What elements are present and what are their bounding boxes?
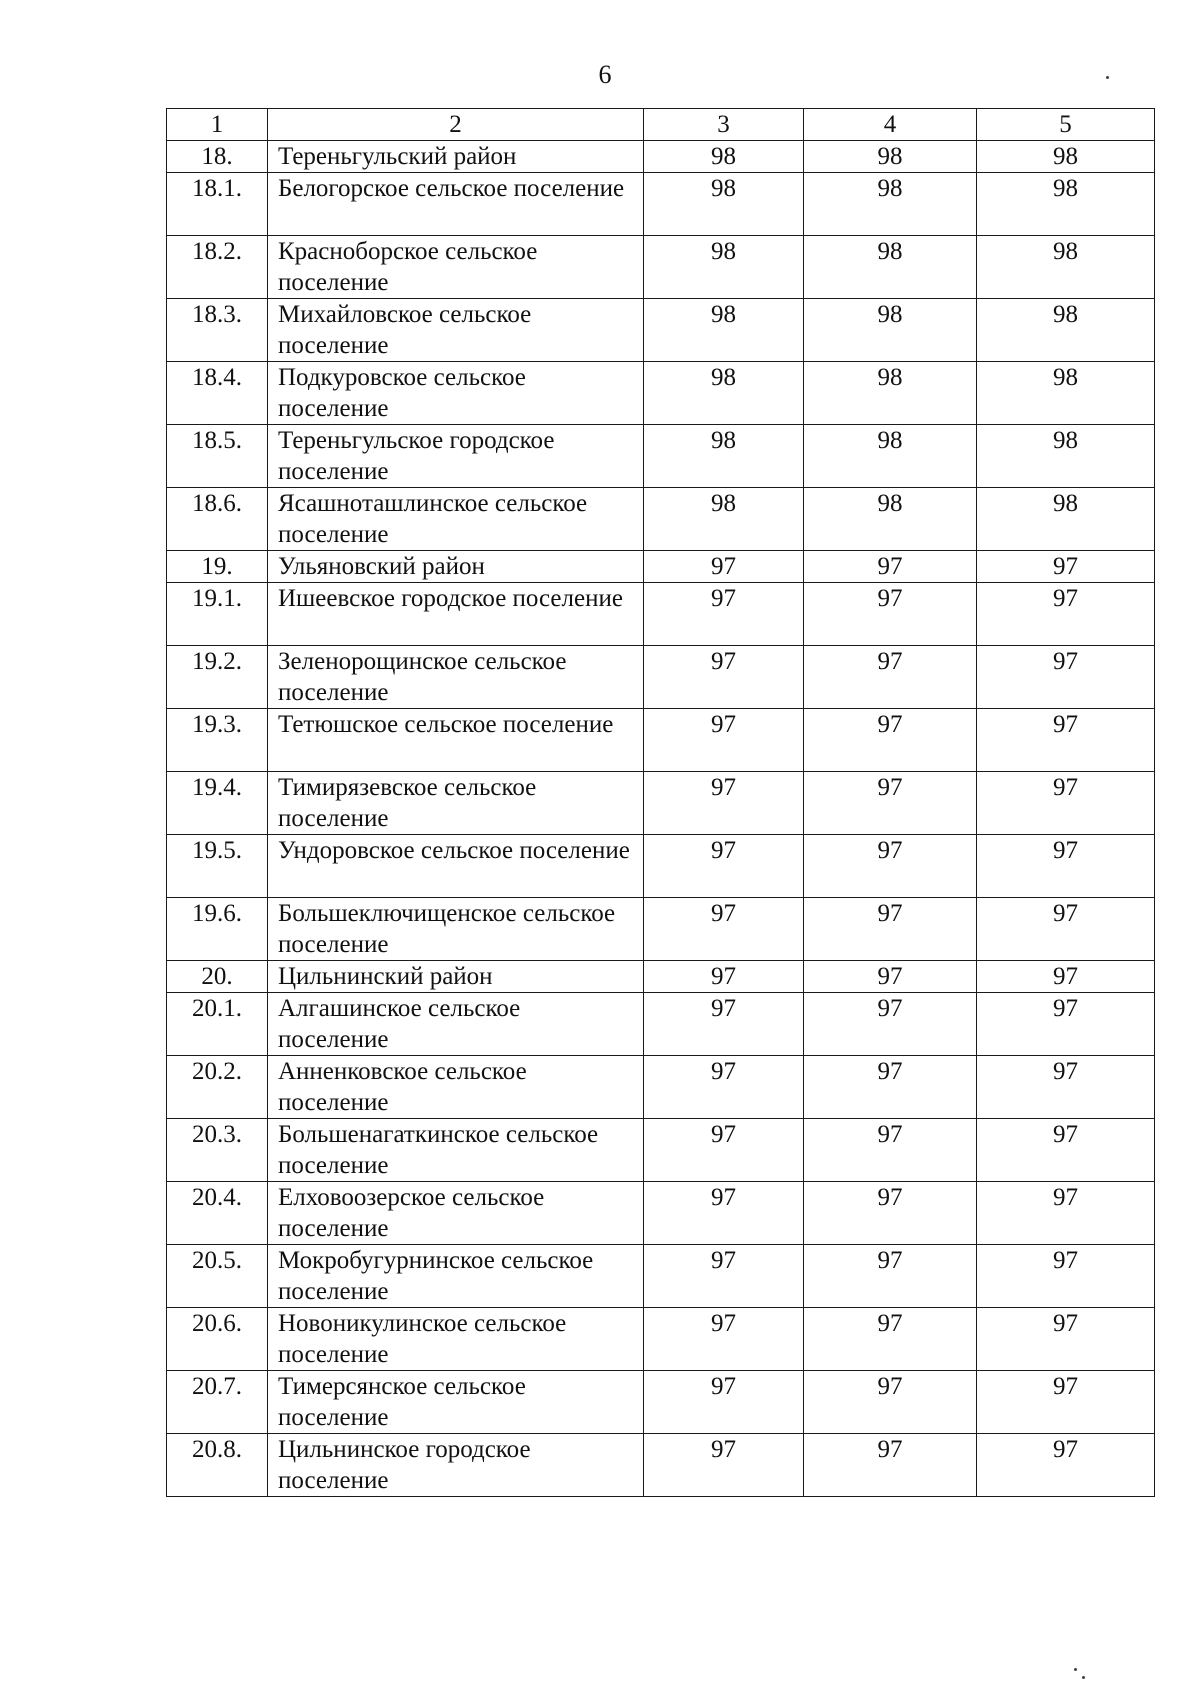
column-4-value-cell: 97 [804,1371,977,1434]
table-row [167,1245,1155,1308]
column-3-value-cell: 97 [644,583,804,646]
column-header: 2 [268,109,644,141]
column-5-value-cell: 98 [977,488,1155,551]
column-4-value-cell: 98 [804,362,977,425]
row-number-cell: 18. [167,141,268,173]
column-5-value-cell: 98 [977,236,1155,299]
row-number-cell: 20.3. [167,1119,268,1182]
settlement-name-cell: Тимирязевское сельское поселение [268,772,644,835]
column-3-value-cell: 97 [644,1371,804,1434]
column-3-value-cell: 97 [644,835,804,898]
table-row [167,583,1155,646]
table-row [167,1056,1155,1119]
column-4-value-cell: 97 [804,993,977,1056]
column-3-value-cell: 98 [644,173,804,236]
column-4-value-cell: 98 [804,141,977,173]
column-4-value-cell: 97 [804,646,977,709]
column-5-value-cell: 97 [977,1182,1155,1245]
column-4-value-cell: 97 [804,1308,977,1371]
row-number-cell: 18.2. [167,236,268,299]
settlement-name-cell: Цильнинский район [268,961,644,993]
settlement-name-cell: Ясашноташлинское сельское поселение [268,488,644,551]
scan-speck [1106,76,1109,79]
column-5-value-cell: 97 [977,551,1155,583]
table-row [167,1119,1155,1182]
table-row [167,1182,1155,1245]
column-3-value-cell: 97 [644,646,804,709]
settlement-name-cell: Мокробугурнинское сельское поселение [268,1245,644,1308]
settlement-name-cell: Ишеевское городское поселение [268,583,644,646]
column-3-value-cell: 97 [644,551,804,583]
column-4-value-cell: 97 [804,772,977,835]
column-5-value-cell: 98 [977,141,1155,173]
column-4-value-cell: 97 [804,709,977,772]
column-4-value-cell: 97 [804,961,977,993]
settlement-name-cell: Тереньгульское городское поселение [268,425,644,488]
column-5-value-cell: 97 [977,709,1155,772]
column-3-value-cell: 97 [644,961,804,993]
settlement-name-cell: Ульяновский район [268,551,644,583]
column-5-value-cell: 98 [977,299,1155,362]
table-header-row [167,109,1155,141]
table-body [167,141,1155,1497]
column-4-value-cell: 97 [804,551,977,583]
column-4-value-cell: 97 [804,835,977,898]
column-header: 5 [977,109,1155,141]
row-number-cell: 20.8. [167,1434,268,1497]
row-number-cell: 19.4. [167,772,268,835]
settlement-name-cell: Анненковское сельское поселение [268,1056,644,1119]
column-3-value-cell: 97 [644,898,804,961]
row-number-cell: 18.6. [167,488,268,551]
column-3-value-cell: 97 [644,709,804,772]
column-5-value-cell: 97 [977,1119,1155,1182]
column-4-value-cell: 98 [804,299,977,362]
table-row [167,236,1155,299]
column-header: 1 [167,109,268,141]
column-3-value-cell: 98 [644,236,804,299]
settlement-name-cell: Елховоозерское сельское поселение [268,1182,644,1245]
column-5-value-cell: 98 [977,425,1155,488]
row-number-cell: 19.2. [167,646,268,709]
row-number-cell: 19.6. [167,898,268,961]
table-row [167,1308,1155,1371]
column-4-value-cell: 98 [804,236,977,299]
column-3-value-cell: 98 [644,425,804,488]
table-row [167,141,1155,173]
settlement-name-cell: Алгашинское сельское поселение [268,993,644,1056]
scan-speck [1074,1668,1077,1671]
settlement-name-cell: Михайловское сельское поселение [268,299,644,362]
row-number-cell: 20.7. [167,1371,268,1434]
table-row [167,961,1155,993]
row-number-cell: 20.5. [167,1245,268,1308]
column-header: 3 [644,109,804,141]
column-4-value-cell: 98 [804,488,977,551]
column-4-value-cell: 98 [804,425,977,488]
column-5-value-cell: 97 [977,646,1155,709]
column-header: 4 [804,109,977,141]
column-3-value-cell: 97 [644,1056,804,1119]
table-row [167,551,1155,583]
column-5-value-cell: 97 [977,1371,1155,1434]
column-3-value-cell: 97 [644,772,804,835]
column-5-value-cell: 97 [977,1245,1155,1308]
row-number-cell: 20. [167,961,268,993]
column-4-value-cell: 97 [804,1119,977,1182]
table-row [167,772,1155,835]
settlement-name-cell: Тереньгульский район [268,141,644,173]
page-number: 6 [598,60,612,89]
settlement-name-cell: Большенагаткинское сельское поселение [268,1119,644,1182]
row-number-cell: 20.6. [167,1308,268,1371]
table-row [167,646,1155,709]
column-5-value-cell: 97 [977,772,1155,835]
row-number-cell: 19. [167,551,268,583]
column-3-value-cell: 98 [644,362,804,425]
column-4-value-cell: 97 [804,898,977,961]
column-5-value-cell: 97 [977,1056,1155,1119]
table-row [167,299,1155,362]
row-number-cell: 18.4. [167,362,268,425]
settlement-name-cell: Зеленорощинское сельское поселение [268,646,644,709]
table-row [167,488,1155,551]
scan-speck [1082,1676,1085,1679]
column-3-value-cell: 97 [644,1119,804,1182]
settlement-name-cell: Тетюшское сельское поселение [268,709,644,772]
settlement-name-cell: Новоникулинское сельское поселение [268,1308,644,1371]
column-5-value-cell: 97 [977,898,1155,961]
settlement-name-cell: Тимерсянское сельское поселение [268,1371,644,1434]
table-row [167,173,1155,236]
column-3-value-cell: 98 [644,141,804,173]
row-number-cell: 19.1. [167,583,268,646]
settlement-name-cell: Белогорское сельское поселение [268,173,644,236]
table-row [167,835,1155,898]
column-5-value-cell: 97 [977,583,1155,646]
row-number-cell: 20.1. [167,993,268,1056]
settlement-name-cell: Цильнинское городское поселение [268,1434,644,1497]
column-3-value-cell: 98 [644,299,804,362]
settlement-name-cell: Большеключищенское сельское поселение [268,898,644,961]
column-3-value-cell: 97 [644,1308,804,1371]
table-row [167,898,1155,961]
column-3-value-cell: 98 [644,488,804,551]
column-5-value-cell: 98 [977,362,1155,425]
row-number-cell: 20.4. [167,1182,268,1245]
settlement-name-cell: Ундоровское сельское поселение [268,835,644,898]
column-5-value-cell: 97 [977,835,1155,898]
table-row [167,1371,1155,1434]
column-3-value-cell: 97 [644,993,804,1056]
row-number-cell: 18.1. [167,173,268,236]
column-5-value-cell: 97 [977,1434,1155,1497]
column-4-value-cell: 97 [804,583,977,646]
column-5-value-cell: 97 [977,993,1155,1056]
row-number-cell: 20.2. [167,1056,268,1119]
column-4-value-cell: 97 [804,1245,977,1308]
settlement-name-cell: Красноборское сельское поселение [268,236,644,299]
column-5-value-cell: 97 [977,961,1155,993]
table-row [167,425,1155,488]
column-5-value-cell: 97 [977,1308,1155,1371]
table-row [167,362,1155,425]
table-row [167,993,1155,1056]
column-5-value-cell: 98 [977,173,1155,236]
row-number-cell: 18.5. [167,425,268,488]
settlement-name-cell: Подкуровское сельское поселение [268,362,644,425]
column-3-value-cell: 97 [644,1182,804,1245]
data-table [166,108,1155,1497]
column-3-value-cell: 97 [644,1245,804,1308]
table-row [167,1434,1155,1497]
row-number-cell: 18.3. [167,299,268,362]
column-4-value-cell: 97 [804,1056,977,1119]
column-4-value-cell: 98 [804,173,977,236]
column-3-value-cell: 97 [644,1434,804,1497]
column-4-value-cell: 97 [804,1434,977,1497]
row-number-cell: 19.5. [167,835,268,898]
table-row [167,709,1155,772]
row-number-cell: 19.3. [167,709,268,772]
column-4-value-cell: 97 [804,1182,977,1245]
